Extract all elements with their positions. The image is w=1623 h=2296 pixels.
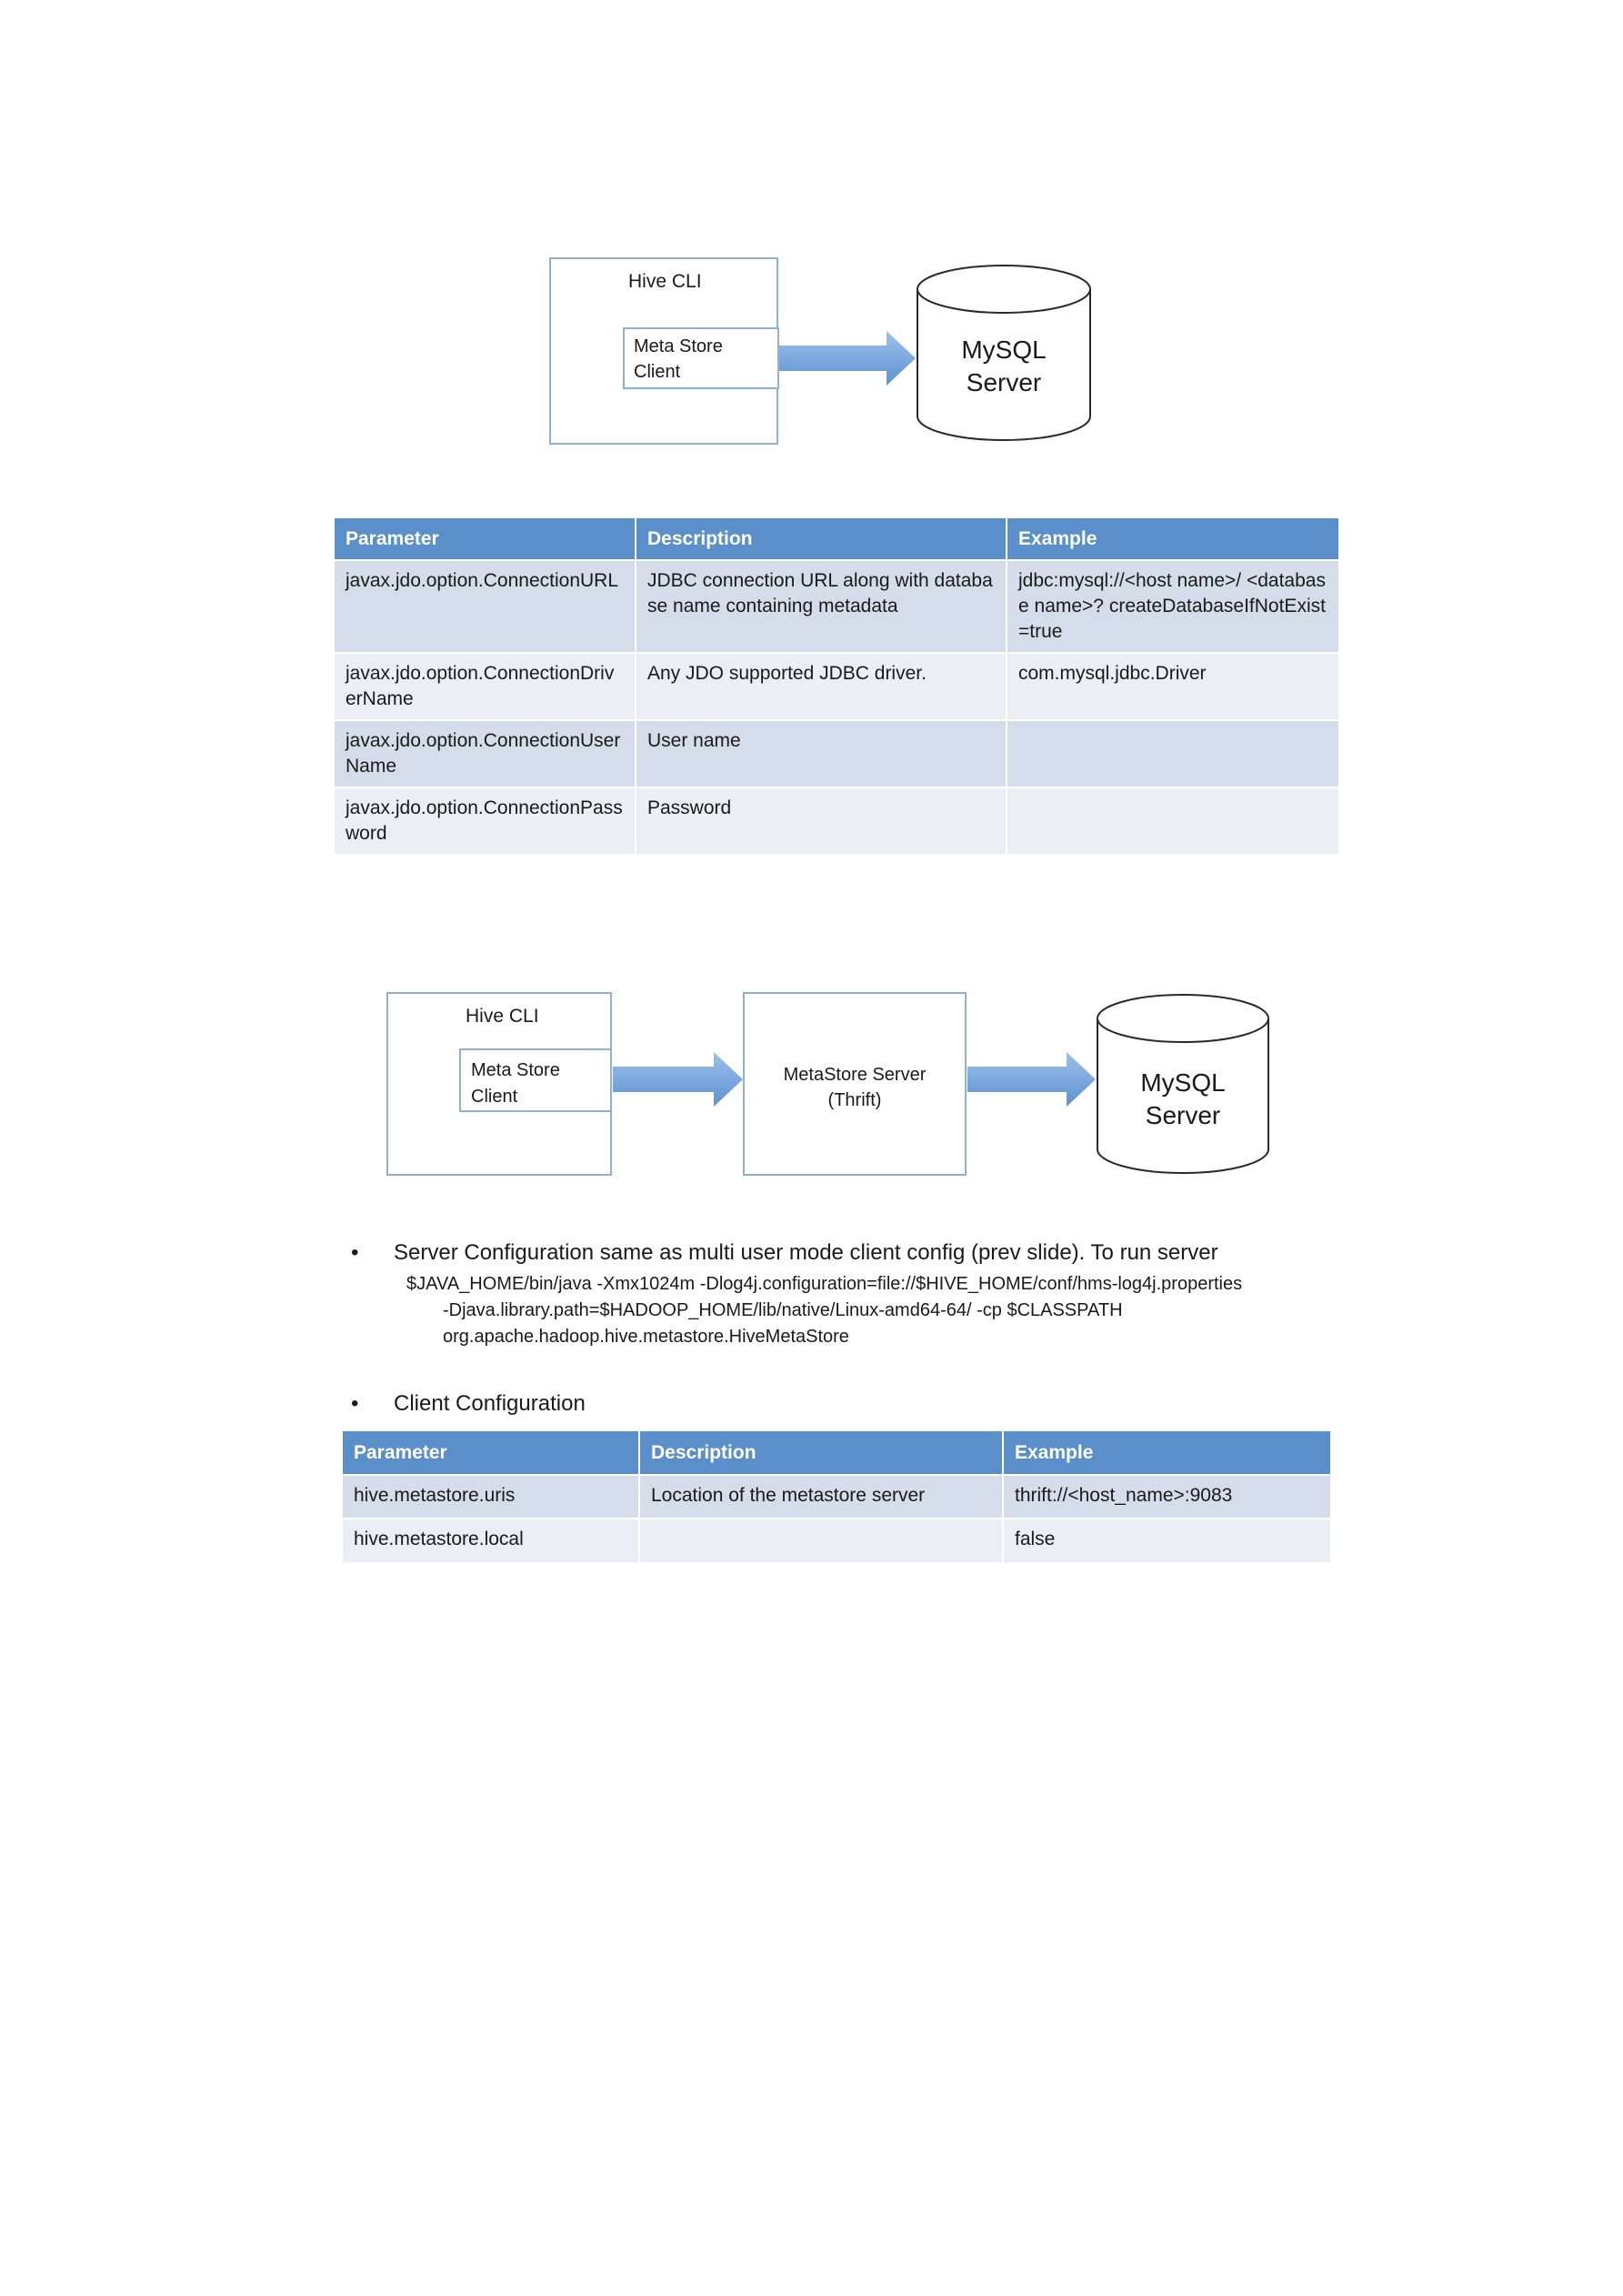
metastore-server-label-1: MetaStore Server	[783, 1065, 927, 1085]
diagram-remote-metastore	[0, 964, 1623, 1200]
cell-description: JDBC connection URL along with database name containing metadata	[636, 560, 1007, 653]
cell-example: thrift://<host_name>:9083	[1003, 1475, 1330, 1519]
cell-parameter: javax.jdo.option.ConnectionPassword	[335, 787, 636, 854]
header-parameter: Parameter	[343, 1431, 639, 1475]
cell-example: false	[1003, 1519, 1330, 1562]
command-line-2: -Djava.library.path=$HADOOP_HOME/lib/native/Linux-amd64-64/ -cp $CLASSPATH	[443, 1300, 1123, 1320]
mysql-label-2: Server	[1145, 1101, 1221, 1129]
table-header-row	[335, 518, 1338, 560]
arrow-client-to-mysql	[779, 331, 916, 386]
client-config-text: Client Configuration	[394, 1391, 586, 1416]
command-line-1: $JAVA_HOME/bin/java -Xmx1024m -Dlog4j.configuration=file://$HIVE_HOME/conf/hms-log4j.properties	[406, 1274, 1243, 1294]
metastore-server-label-2: (Thrift)	[827, 1090, 882, 1110]
header-parameter: Parameter	[335, 518, 636, 560]
header-example: Example	[1007, 518, 1338, 560]
cell-description: User name	[636, 720, 1007, 787]
mysql-label-1: MySQL	[961, 336, 1047, 364]
header-description: Description	[639, 1431, 1003, 1475]
cell-parameter: hive.metastore.local	[343, 1519, 639, 1562]
diagram-local-metastore	[0, 0, 1623, 473]
table-row	[335, 653, 1338, 720]
mysql-label-1: MySQL	[1140, 1068, 1226, 1097]
cell-example	[1007, 720, 1338, 787]
arrow-client-to-server	[613, 1052, 743, 1107]
client-config-table	[343, 1431, 1330, 1562]
table-row	[335, 560, 1338, 653]
cell-parameter: javax.jdo.option.ConnectionUserName	[335, 720, 636, 787]
header-description: Description	[636, 518, 1007, 560]
cell-parameter: hive.metastore.uris	[343, 1475, 639, 1519]
arrow-server-to-mysql	[967, 1052, 1096, 1107]
table-row	[335, 720, 1338, 787]
cell-parameter: javax.jdo.option.ConnectionURL	[335, 560, 636, 653]
server-config-text: Server Configuration same as multi user mode client config (prev slide). To run server	[394, 1240, 1218, 1265]
table-header-row	[343, 1431, 1330, 1475]
header-example: Example	[1003, 1431, 1330, 1475]
cell-description	[639, 1519, 1003, 1562]
metastore-client-label-2: Client	[471, 1087, 518, 1107]
hive-cli-label: Hive CLI	[466, 1006, 539, 1027]
command-line-3: org.apache.hadoop.hive.metastore.HiveMetaStore	[443, 1327, 849, 1347]
bullet-dot: •	[351, 1240, 359, 1265]
hive-cli-label: Hive CLI	[628, 271, 702, 292]
metastore-client-label-1: Meta Store	[471, 1060, 560, 1080]
mysql-label-2: Server	[966, 368, 1042, 396]
table-row	[343, 1475, 1330, 1519]
connection-params-table	[335, 518, 1338, 854]
bullet-dot: •	[351, 1391, 359, 1416]
cell-parameter: javax.jdo.option.ConnectionDriverName	[335, 653, 636, 720]
metastore-client-label-1: Meta Store	[634, 336, 723, 356]
table-row	[335, 787, 1338, 854]
table-row	[343, 1519, 1330, 1562]
cell-example	[1007, 787, 1338, 854]
metastore-client-label-2: Client	[634, 362, 681, 382]
cell-description: Password	[636, 787, 1007, 854]
cell-description: Any JDO supported JDBC driver.	[636, 653, 1007, 720]
cell-example: jdbc:mysql://<host name>/ <database name>? createDatabaseIfNotExist=true	[1007, 560, 1338, 653]
cell-description: Location of the metastore server	[639, 1475, 1003, 1519]
cell-example: com.mysql.jdbc.Driver	[1007, 653, 1338, 720]
